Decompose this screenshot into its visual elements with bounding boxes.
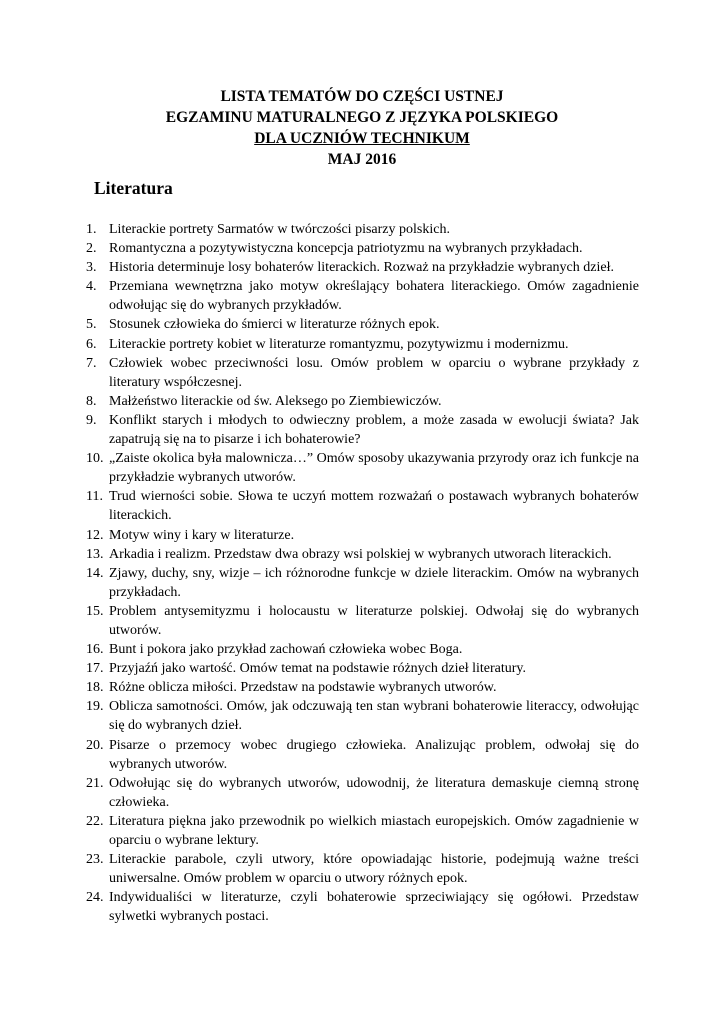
topic-number: 8. [86, 393, 97, 409]
topic-text: Trud wierności sobie. Słowa te uczyń mottem rozważań o postawach wybranych bohaterów literackich. [109, 489, 639, 524]
header-line-3 [0, 128, 724, 149]
topic-number: 18. [86, 680, 104, 696]
topic-number: 2. [86, 241, 97, 257]
topic-item [86, 602, 639, 640]
topic-text: Romantyczna a pozytywistyczna koncepcja patriotyzmu na wybranych przykładach. [109, 241, 583, 257]
topic-item [86, 640, 639, 659]
topic-number: 13. [86, 546, 104, 562]
topic-item [86, 736, 639, 774]
topic-number: 16. [86, 642, 104, 658]
header-line-1: LISTA TEMATÓW DO CZĘŚCI USTNEJ [220, 88, 504, 105]
topic-number: 22. [86, 813, 104, 829]
topic-text: Literatura piękna jako przewodnik po wielkich miastach europejskich. Omów zagadnienie w oparciu o wybrane lektury. [109, 813, 639, 848]
topic-item [86, 411, 639, 449]
topic-item [86, 315, 639, 334]
topic-number: 24. [86, 890, 104, 906]
topic-number: 9. [86, 412, 97, 428]
topic-text: Oblicza samotności. Omów, jak odczuwają ten stan wybrani bohaterowie literaccy, odwołując się do wybranych dzieł. [109, 699, 639, 734]
topic-text: Literackie portrety Sarmatów w twórczości pisarzy polskich. [109, 222, 450, 237]
topic-item [86, 888, 639, 926]
topic-number: 5. [86, 317, 97, 333]
section-title: Literatura [94, 178, 173, 198]
topic-number: 17. [86, 661, 104, 677]
topic-item [86, 220, 639, 239]
topic-item [86, 774, 639, 812]
topic-item [86, 659, 639, 678]
header-line-4: MAJ 2016 [327, 151, 397, 168]
topic-number: 10. [86, 451, 104, 467]
topic-item [86, 277, 639, 315]
topic-text: Problem antysemityzmu i holocaustu w literaturze polskiej. Odwołaj się do wybranych utworów. [109, 603, 639, 638]
topic-text: Indywidualiści w literaturze, czyli bohaterowie sprzeciwiający się ogółowi. Przedstaw sylwetki wybranych postaci. [109, 890, 639, 925]
header-line-2: EGZAMINU MATURALNEGO Z JĘZYKA POLSKIEGO [165, 109, 559, 126]
topic-text: Małżeństwo literackie od św. Aleksego po Ziembiewiczów. [109, 393, 442, 409]
topic-number: 20. [86, 737, 104, 753]
topic-number: 12. [86, 527, 104, 543]
topic-number: 6. [86, 336, 97, 352]
topic-item [86, 487, 639, 525]
topic-item [86, 354, 639, 392]
topic-text: Arkadia i realizm. Przedstaw dwa obrazy wsi polskiej w wybranych utworach literackich. [109, 546, 612, 562]
topic-item [86, 449, 639, 487]
topic-text: Konflikt starych i młodych to odwieczny problem, a może zasada w ewolucji świata? Jak zapatrują się na to pisarze i ich bohaterowie? [109, 412, 639, 448]
topic-text: Literackie portrety kobiet w literaturze romantyzmu, pozytywizmu i modernizmu. [109, 336, 569, 352]
topic-item [86, 239, 639, 258]
topic-number: 14. [86, 565, 104, 581]
topic-text: Historia determinuje losy bohaterów literackich. Rozważ na przykładzie wybranych dzieł. [109, 260, 614, 276]
topic-number: 4. [86, 279, 97, 295]
topic-number: 7. [86, 355, 97, 371]
topic-number: 19. [86, 699, 104, 715]
topic-item [86, 678, 639, 697]
topic-number: 3. [86, 260, 97, 276]
topic-text: Bunt i pokora jako przykład zachowań człowieka wobec Boga. [109, 642, 463, 658]
topic-item [86, 526, 639, 545]
topic-text: Pisarze o przemocy wobec drugiego człowieka. Analizując problem, odwołaj się do wybranych utworów. [109, 737, 639, 772]
topic-number: 11. [86, 489, 103, 505]
topic-item [86, 812, 639, 850]
document-header [0, 86, 724, 170]
topic-text: „Zaiste okolica była malownicza…” Omów sposoby ukazywania przyrody oraz ich funkcje na przykładzie wybranych utworów. [109, 451, 639, 486]
topic-text: Przyjaźń jako wartość. Omów temat na podstawie różnych dzieł literatury. [109, 661, 527, 677]
topic-text: Różne oblicza miłości. Przedstaw na podstawie wybranych utworów. [109, 680, 497, 696]
topic-text: Literackie parabole, czyli utwory, które opowiadając historie, podejmują ważne treści uniwersalne. Omów problem w oparciu o utwory różnych epok. [109, 852, 639, 887]
topic-number: 21. [86, 775, 104, 791]
topic-number: 23. [86, 852, 104, 868]
topic-item [86, 850, 639, 888]
topic-text: Przemiana wewnętrzna jako motyw określający bohatera literackiego. Omów zagadnienie odwołując się do wybranych przykładów. [109, 279, 639, 314]
topic-text: Motyw winy i kary w literaturze. [109, 527, 295, 543]
topic-item [86, 697, 639, 735]
topic-text: Zjawy, duchy, sny, wizje – ich różnorodne funkcje w dziele literackim. Omów na wybranych przykładach. [109, 565, 639, 600]
topic-item [86, 564, 639, 602]
topic-item [86, 392, 639, 411]
header-line-3-text: DLA UCZNIÓW TECHNIKUM [254, 130, 470, 147]
topic-list [86, 220, 639, 926]
topic-number: 1. [86, 222, 97, 237]
topic-text: Stosunek człowieka do śmierci w literaturze różnych epok. [109, 317, 440, 333]
topic-text: Odwołując się do wybranych utworów, udowodnij, że literatura demaskuje ciemną stronę człowieka. [109, 775, 639, 810]
topic-number: 15. [86, 603, 104, 619]
topic-text: Człowiek wobec przeciwności losu. Omów problem w oparciu o wybrane przykłady z literatury współczesnej. [109, 355, 639, 390]
topic-item [86, 545, 639, 564]
topic-item [86, 258, 639, 277]
topic-item [86, 335, 639, 354]
